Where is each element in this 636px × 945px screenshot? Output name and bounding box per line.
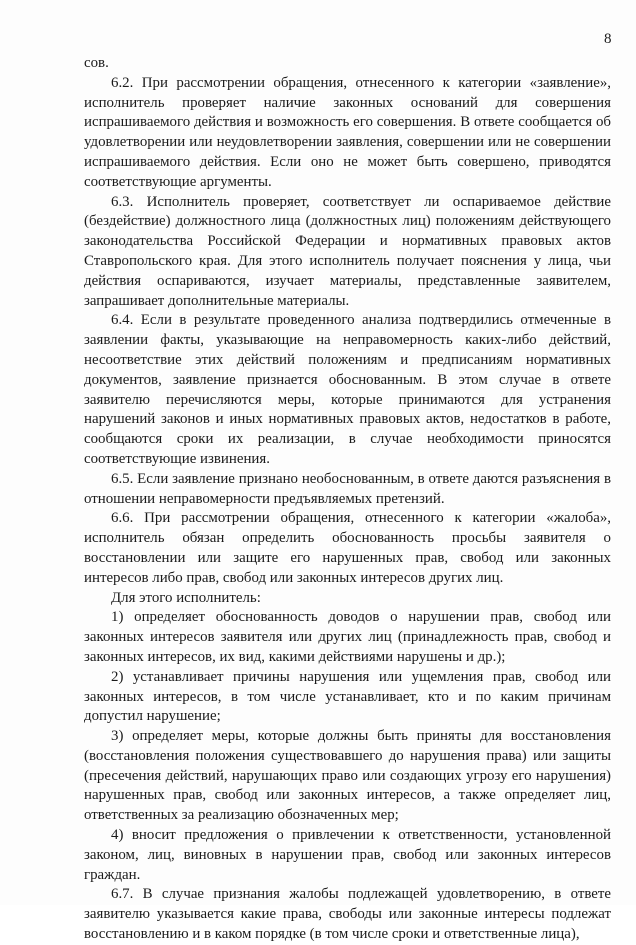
paragraph-6-5: 6.5. Если заявление признано необоснованным, в ответе даются разъяснения в отношении неправомерности предъявляемых претензий.: [84, 470, 611, 507]
list-item-3: 3) определяет меры, которые должны быть приняты для восстановления (восстановления положения существовавшего до нарушения права) или защиты (пресечения действий, нарушающих право или создающих угрозу его нарушения) нарушенных прав, свобод или законных интересов, а также определяет лиц, ответственных за реализацию обозначенных мер;: [84, 728, 611, 824]
list-intro: Для этого исполнитель:: [111, 589, 261, 606]
paragraph-6-7: 6.7. В случае признания жалобы подлежащей удовлетворению, в ответе заявителю указывается какие права, свободы или законные интересы подлежат восстановлению и в каком порядке (в том числе сроки и ответственные лица),: [84, 886, 611, 943]
paragraph-continuation: сов.: [84, 55, 109, 71]
paragraph-6-2: 6.2. При рассмотрении обращения, отнесенного к категории «заявление», исполнитель проверяет наличие законных оснований для совершения испрашиваемого действия и возможность его совершения. В ответе сообщается об удовлетворении или неудовлетворении заявления, совершении или не совершении испрашиваемого действия. Если оно не может быть совершено, приводятся соответствующие аргументы.: [84, 74, 611, 190]
document-body: [84, 54, 611, 945]
list-item-2: 2) устанавливает причины нарушения или ущемления прав, свобод или законных интересов, в том числе устанавливает, кто и по каким причинам допустил нарушение;: [84, 668, 611, 725]
paragraph-6-3: 6.3. Исполнитель проверяет, соответствует ли оспариваемое действие (бездействие) должностного лица (должностных лиц) положениям действующего законодательства Российской Федерации и нормативных правовых актов Ставропольского края. Для этого исполнитель получает пояснения у лица, чьи действия оспариваются, изучает материалы, представленные заявителем, запрашивает дополнительные материалы.: [84, 193, 611, 309]
list-item-1: 1) определяет обоснованность доводов о нарушении прав, свобод или законных интересов заявителя или других лиц (принадлежность прав, свобод и законных интересов, их вид, какими действиями нарушены и др.);: [84, 609, 611, 665]
page-number: 8: [604, 31, 612, 47]
list-item-4: 4) вносит предложения о привлечении к ответственности, установленной законом, лиц, виновных в нарушении прав, свобод или законных интересов граждан.: [84, 827, 611, 883]
paragraph-6-4: 6.4. Если в результате проведенного анализа подтвердились отмеченные в заявлении факты, указывающие на неправомерность каких-либо действий, несоответствие этих действий положениям и предписаниям нормативных документов, заявление признается обоснованным. В этом случае в ответе заявителю перечисляются меры, которые принимаются для устранения нарушений законов и иных нормативных правовых актов, недостатков в работе, сообщаются сроки их реализации, в случае необходимости приносятся соответствующие извинения.: [84, 312, 611, 467]
paragraph-6-6: 6.6. При рассмотрении обращения, отнесенного к категории «жалоба», исполнитель обязан определить обоснованность просьбы заявителя о восстановлении или защите его нарушенных прав, свобод или законных интересов либо прав, свобод или законных интересов других лиц.: [84, 510, 611, 586]
